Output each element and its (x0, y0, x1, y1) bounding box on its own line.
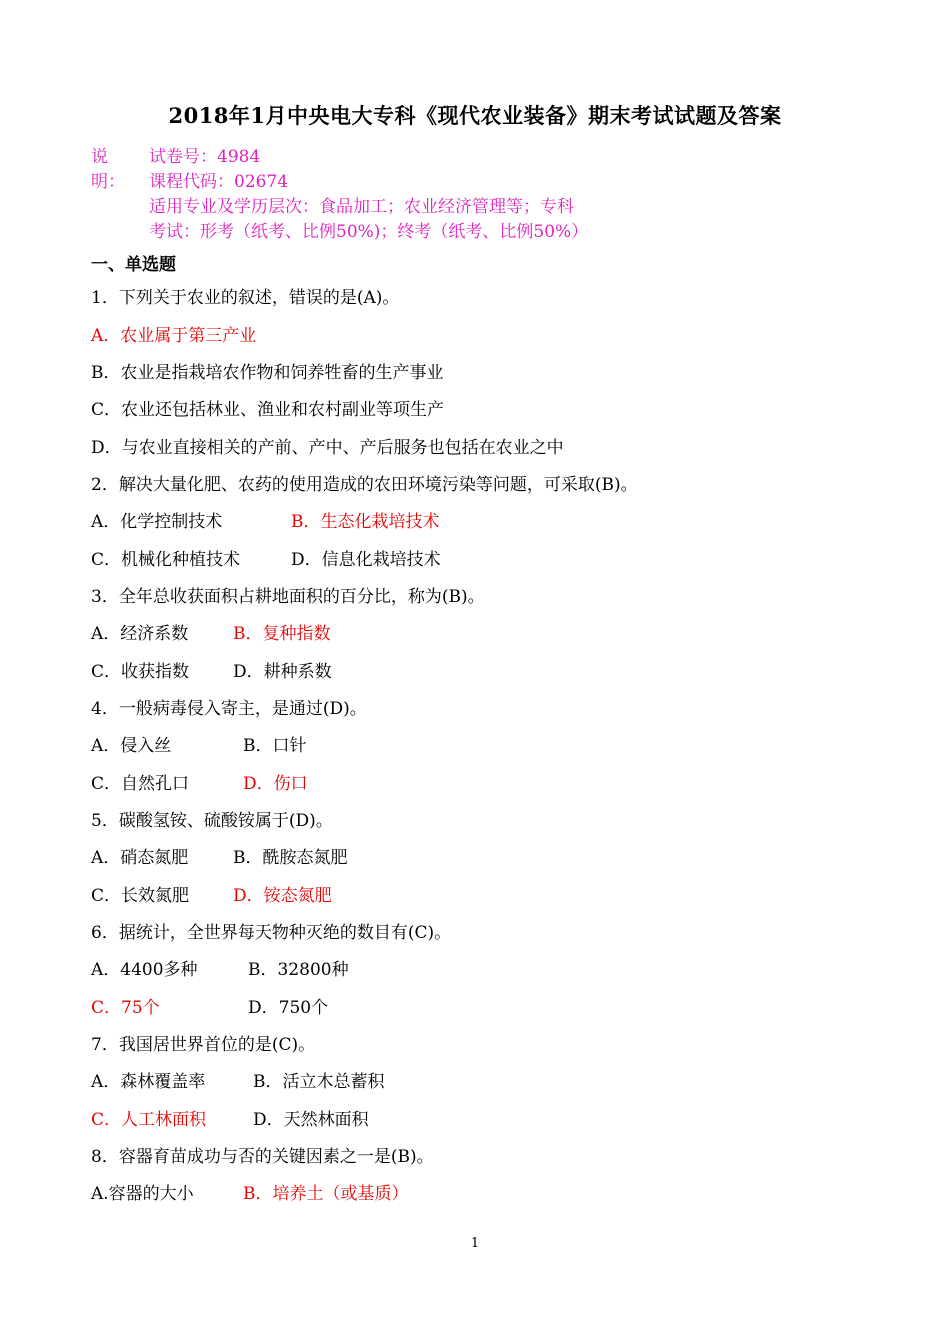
option: C．自然孔口 (91, 774, 190, 794)
exam-number: 试卷号：4984 (149, 147, 261, 167)
answer-option: D．伤口 (243, 774, 308, 794)
exam-format: 考试：形考（纸考、比例50%)；终考（纸考、比例50%） (149, 222, 589, 242)
question-stem: 6．据统计，全世界每天物种灭绝的数目有(C)。 (91, 923, 452, 943)
answer-option: D．铵态氮肥 (233, 886, 332, 906)
answer-option: C．75个 (91, 998, 160, 1018)
option: C．机械化种植技术 (91, 550, 241, 570)
option: C．长效氮肥 (91, 886, 190, 906)
option: A．化学控制技术 (91, 512, 223, 532)
option: D．信息化栽培技术 (291, 550, 441, 570)
option: B．农业是指栽培农作物和饲养牲畜的生产事业 (91, 363, 444, 383)
option: D．耕种系数 (233, 662, 332, 682)
option: C．农业还包括林业、渔业和农村副业等项生产 (91, 400, 445, 420)
answer-option: B．培养土（或基质） (243, 1184, 409, 1204)
answer-option: B．生态化栽培技术 (291, 512, 440, 532)
answer-option: A．农业属于第三产业 (91, 326, 257, 346)
option: D．750个 (248, 998, 329, 1018)
question-stem: 1．下列关于农业的叙述，错误的是(A)。 (91, 288, 400, 308)
answer-option: B．复种指数 (233, 624, 331, 644)
option: C．收获指数 (91, 662, 190, 682)
option: D．天然林面积 (253, 1110, 369, 1130)
question-stem: 8．容器育苗成功与否的关键因素之一是(B)。 (91, 1147, 434, 1167)
option: A．经济系数 (91, 624, 189, 644)
option: A．森林覆盖率 (91, 1072, 206, 1092)
section-heading: 一、单选题 (91, 255, 176, 275)
answer-option: C．人工林面积 (91, 1110, 207, 1130)
question-stem: 3．全年总收获面积占耕地面积的百分比，称为(B)。 (91, 587, 485, 607)
option: B．活立木总蓄积 (253, 1072, 385, 1092)
option: A．4400多种 (91, 960, 198, 980)
description-label: 说明： (91, 147, 125, 192)
page-title: 2018年1月中央电大专科《现代农业装备》期末考试试题及答案 (168, 103, 782, 128)
question-stem: 5．碳酸氢铵、硫酸铵属于(D)。 (91, 811, 333, 831)
option: A．硝态氮肥 (91, 848, 189, 868)
option: B．32800种 (248, 960, 349, 980)
option: B．酰胺态氮肥 (233, 848, 348, 868)
applicable-majors: 适用专业及学历层次：食品加工；农业经济管理等；专科 (149, 197, 574, 217)
option: D．与农业直接相关的产前、产中、产后服务也包括在农业之中 (91, 438, 564, 458)
option: B．口针 (243, 736, 307, 756)
course-code: 课程代码：02674 (149, 172, 289, 192)
option: A.容器的大小 (91, 1184, 194, 1204)
question-stem: 2．解决大量化肥、农药的使用造成的农田环境污染等问题，可采取(B)。 (91, 475, 638, 495)
option: A．侵入丝 (91, 736, 172, 756)
question-stem: 7．我国居世界首位的是(C)。 (91, 1035, 316, 1055)
page-number: 1 (470, 1236, 480, 1251)
question-stem: 4．一般病毒侵入寄主，是通过(D)。 (91, 699, 367, 719)
